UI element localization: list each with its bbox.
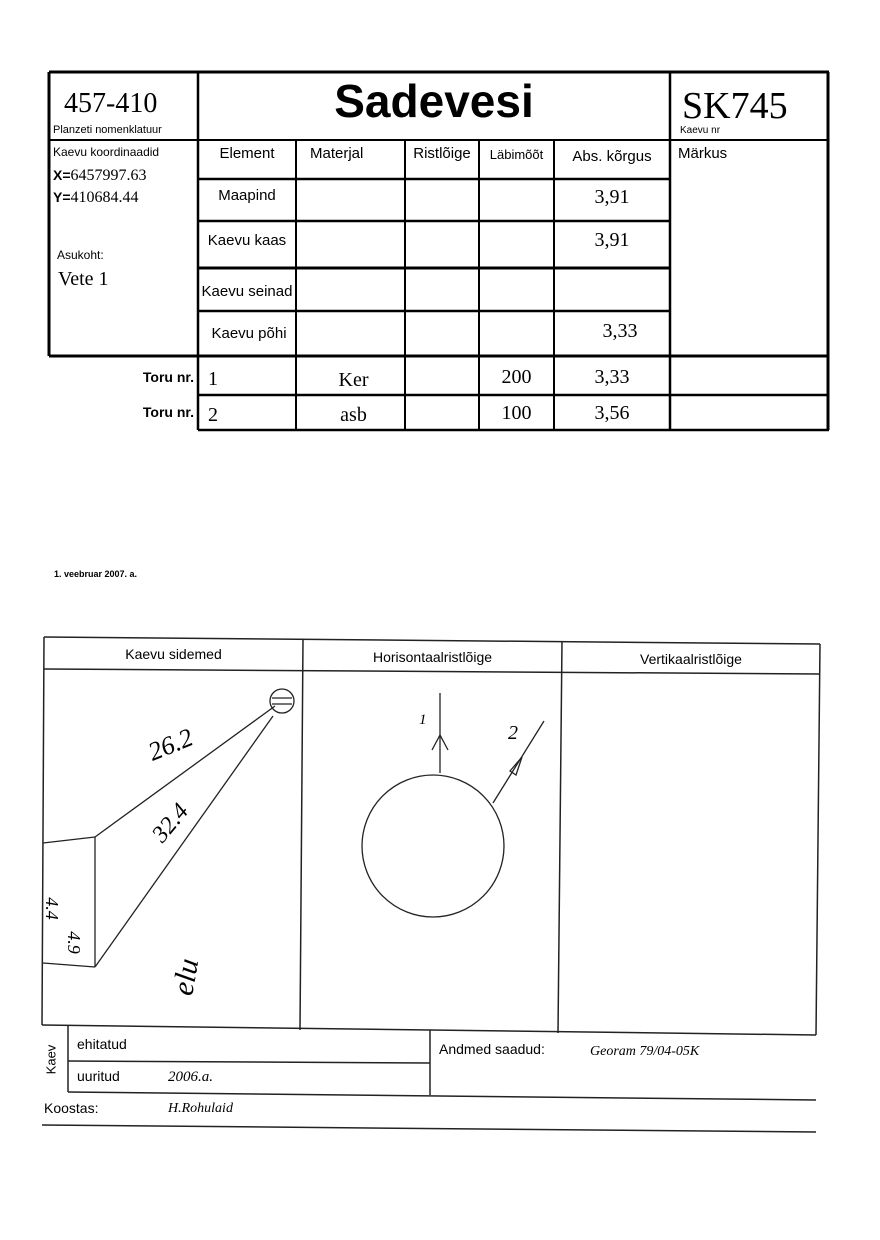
pipe-material: Ker bbox=[338, 369, 369, 391]
col-well-ties: Kaevu sidemed bbox=[125, 646, 222, 662]
y-value: 410684.44 bbox=[70, 189, 139, 206]
col-notes: Märkus bbox=[678, 145, 728, 162]
distance-label: 4.4 bbox=[41, 897, 62, 920]
row-element: Maapind bbox=[218, 187, 276, 204]
x-label: X= bbox=[53, 167, 71, 183]
row-element: Kaevu seinad bbox=[201, 283, 293, 300]
distance-label: 4.9 bbox=[63, 931, 84, 954]
kaev-label: Kaev bbox=[43, 1044, 59, 1075]
nomenclature-value: 457-410 bbox=[64, 88, 158, 119]
distance-label: 32.4 bbox=[147, 798, 195, 848]
col-horizontal-section: Horisontaalristlõige bbox=[372, 649, 493, 665]
pipe-label: Toru nr. bbox=[142, 404, 194, 420]
row-abs-height: 3,91 bbox=[594, 186, 630, 208]
pipe-label: Toru nr. bbox=[142, 369, 194, 385]
coords-label: Kaevu koordinaadid bbox=[53, 145, 160, 159]
sketch-note: elu bbox=[166, 955, 206, 998]
pipe-number: 1 bbox=[208, 368, 218, 390]
col-vertical-section: Vertikaalristlõige bbox=[640, 651, 742, 667]
built-label: ehitatud bbox=[77, 1036, 127, 1052]
page-title: Sadevesi bbox=[334, 75, 534, 127]
surveyed-value: 2006.a. bbox=[168, 1069, 213, 1085]
location-label: Asukoht: bbox=[57, 248, 104, 262]
surveyed-label: uuritud bbox=[77, 1068, 120, 1084]
pipe-material: asb bbox=[340, 404, 367, 426]
col-cross-section: Ristlõige bbox=[413, 145, 471, 162]
y-coordinate bbox=[53, 189, 139, 207]
col-abs-height: Abs. kõrgus bbox=[572, 148, 652, 165]
x-coordinate bbox=[53, 167, 147, 185]
nomenclature-label: Planzeti nomenklatuur bbox=[53, 124, 162, 136]
x-value: 6457997.63 bbox=[70, 167, 147, 184]
row-abs-height: 3,91 bbox=[594, 229, 630, 251]
pipe-abs-height: 3,56 bbox=[594, 402, 630, 424]
compiled-value: H.Rohulaid bbox=[168, 1101, 233, 1116]
row-element: Kaevu kaas bbox=[207, 232, 287, 249]
data-source-label: Andmed saadud: bbox=[439, 1041, 545, 1057]
pipe-2-label: 2 bbox=[508, 722, 518, 744]
col-element: Element bbox=[219, 145, 275, 162]
col-material: Materjal bbox=[310, 145, 364, 162]
well-number-value: SK745 bbox=[682, 85, 788, 127]
row-element: Kaevu põhi bbox=[211, 325, 287, 342]
pipe-number: 2 bbox=[208, 404, 218, 426]
distance-label: 26.2 bbox=[144, 722, 198, 767]
row-abs-height: 3,33 bbox=[602, 320, 638, 342]
compiled-label: Koostas: bbox=[44, 1100, 99, 1116]
pipe-1-label: 1 bbox=[419, 712, 427, 728]
well-circle bbox=[362, 775, 504, 917]
well-number-label: Kaevu nr bbox=[680, 125, 721, 136]
location-value: Vete 1 bbox=[58, 268, 109, 290]
col-diameter: Läbimõõt bbox=[489, 147, 544, 162]
pipe-diameter: 100 bbox=[501, 402, 532, 424]
y-label: Y= bbox=[53, 189, 71, 205]
date-text: 1. veebruar 2007. a. bbox=[54, 569, 138, 579]
pipe-abs-height: 3,33 bbox=[594, 366, 630, 388]
well-symbol bbox=[270, 689, 294, 713]
data-source-value: Georam 79/04-05K bbox=[590, 1044, 700, 1059]
pipe-diameter: 200 bbox=[501, 366, 532, 388]
